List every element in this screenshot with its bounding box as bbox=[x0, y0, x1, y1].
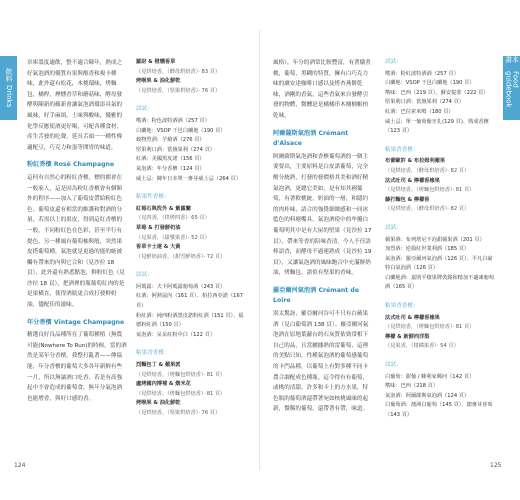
pairing-item-name: 藤打麵包 & 檸檬香 bbox=[385, 196, 430, 203]
pairing-item-name: 布蕾歐許 & 布拉姆利蘋果 bbox=[385, 158, 446, 165]
list-line: 氣泡酒：阿爾薩斯氣泡酒（124 頁） bbox=[385, 392, 470, 399]
pairing-item-note: （見烘焙香，（烤麵包烘焙香）· 81 頁） bbox=[385, 324, 475, 331]
pairing-item-name: 盧烤國內博補 & 燉米花 bbox=[136, 381, 191, 388]
section-heading: 羅亞爾河氣泡酒 Crémant de Loire bbox=[273, 286, 360, 305]
pairing-item-name: 法式吐司 & 檸檬香橡果 bbox=[385, 314, 440, 321]
pairing-item-note: （見烘焙香，（酵母烘焙香）· 82 頁） bbox=[385, 167, 470, 174]
pairing-item-name: 法式吐司 & 檸檬香橡果 bbox=[385, 177, 440, 184]
list-line: 阿瑪露：夫卡阿瑪露葡萄酒（243 頁） bbox=[136, 283, 226, 290]
chapter-tab-left bbox=[0, 56, 17, 120]
list-line: 威士忌：單一葡萄葡牙扎(129 頁)、熟成香檳（123 頁） bbox=[385, 118, 489, 135]
list-line: 紅酒：巴拉索米鳴（180 頁） bbox=[385, 108, 454, 115]
list-line: 堅果利口酒：當蕪果利（274 頁） bbox=[136, 146, 215, 153]
list-line: 紅酒：阿熱鼠內（161 頁）、柏拉西亞諾（167 頁） bbox=[136, 293, 244, 310]
list-section-label: 粘果香香檳： bbox=[136, 350, 170, 357]
list-line: 威士忌：陳年日本單一麥芽威士忌（264 頁） bbox=[136, 175, 241, 182]
right-page-column-1 bbox=[273, 58, 373, 419]
pairing-item-name: 檸檬 & 新鮮西洋梨 bbox=[385, 333, 430, 340]
pairing-item-note: （見烘焙香，（烤麵包烘焙香）· 81 頁） bbox=[385, 187, 475, 194]
list-line: 嗜味：巴西（219 頁）、蘇安提蒙（222 頁） bbox=[385, 89, 489, 96]
list-line: 穀物烈酒：芋燒酒（276 頁） bbox=[136, 137, 205, 144]
list-line: 氣泡酒：年分香檳（124 頁） bbox=[136, 165, 205, 172]
pairing-item-note: （見四香，（烘烤四香）· 65 頁） bbox=[136, 215, 210, 222]
left-page-column-2 bbox=[136, 58, 248, 419]
pairing-item-note: （見烘焙香，（酵母烘焙香）· 83 頁） bbox=[136, 68, 221, 75]
chapter-tab-right bbox=[503, 56, 520, 120]
section-heading: 粉紅香檳 Rosé Champagne bbox=[27, 161, 115, 169]
list-section-label: 試試： bbox=[385, 224, 402, 231]
right-page-column-2 bbox=[385, 58, 497, 421]
list-line: 氣泡酒：羅亞爾河氣泡酒（126 頁）、平凡白豪特白氣泡酒（126 頁） bbox=[385, 255, 493, 272]
list-line: 白蘭地：VSOP 干邑白蘭地（190 頁） bbox=[136, 127, 226, 134]
tab-en: Drinks bbox=[5, 85, 13, 108]
list-line: 嗜酒：粉紅波特酒酒（257 頁） bbox=[385, 70, 459, 77]
page-number-right: 125 bbox=[490, 462, 502, 469]
list-section-label: 試試： bbox=[136, 272, 153, 279]
body-paragraph: 精選良好良品種所在了葡萄種植（無農可能(Nowhere To Run)的時候，當的酒然是某年分香檳。我整打亂著——傳協能，年分香檳的葡萄大多各年新鮮有些一月，所以無論酒口吃香，若是有高強起中不會造成的葡萄食，無年分氣泡酒也能增香，與好口感的香。 bbox=[27, 332, 127, 402]
body-paragraph: 阿爾薩斯氣泡酒和香檳葡萄酒的一個主要要出，主要原料是白皮諾葡萄，完全醒分統熟，打發的發價格其美和酒好精氣泡酒，更總它美如，是有知其國葡萄，有著軟桃統，奶油的一層，和隱約的肉桂味，請合的強覺細緻感和一同冰藍色的料塘嘴具，氣泡酒使中的牟擾白葡萄明其中是有大屋的堅果（見沙拉 17 頁），帶來等香的陪味香清，今人不任語棒語香，而酵母不過連熟成（見沙拉 19 頁），又讓氣泡酒的風味飽合中充滿鮮奶油，烤麵包，諾似有堅果的香味。 bbox=[273, 153, 372, 277]
list-line: 嗜酒：粉色波特酒酒（257 頁） bbox=[136, 117, 210, 124]
list-line: 白葡萄酒：澳洲白葡萄（145 頁）、總麥芽喜萄（143 頁） bbox=[385, 402, 493, 418]
section-heading: 阿爾薩斯氣泡酒 Crémant d'Alsace bbox=[273, 129, 349, 148]
left-page-column-1 bbox=[27, 58, 127, 408]
list-section-label: 試試： bbox=[385, 59, 402, 65]
pairing-item-name: 草莓 & 打發鮮奶油 bbox=[136, 224, 181, 231]
list-line: 紅酒：美國黑皮諾（156 頁） bbox=[136, 156, 205, 163]
list-section-label: 試試： bbox=[136, 106, 153, 113]
pairing-item-name: 香草卡士達 & 大黃 bbox=[136, 244, 181, 251]
list-section-label: 粘果香香檳： bbox=[385, 303, 419, 310]
pairing-item-note: （見烘焙香，（堅果烘焙香）· 76 頁） bbox=[136, 410, 221, 416]
list-line: 白葡萄：甜葡 / 蜂利家郵河（142 頁） bbox=[385, 373, 475, 380]
list-line: 蘋果酒：布列塔尼不泡甜蘋果酒（201 頁） bbox=[385, 236, 485, 243]
list-line: 堅果利口酒：當蕪果利（274 頁） bbox=[385, 99, 464, 106]
pairing-item-note: （見果香，（柑橘果香）· 54 頁） bbox=[385, 343, 459, 350]
page-divider bbox=[259, 30, 260, 470]
section-heading: 年分香檳 Vintage Champagne bbox=[27, 318, 125, 326]
pairing-item-name: 烤喉果 & 油化鮮乾 bbox=[136, 78, 181, 85]
pairing-item-name: 烈麵包丁 & 蘋果派 bbox=[136, 362, 181, 369]
intro-paragraph: 風格），年分的酒常比較豐富，有著燉煮桃，葡萄，黑糊的特質，擁有白巧克力味的盧安達咖啡口感以及烤杏燕餅乾味，酒剛的香氣，這些香氣來自發酵引發的物體，微醺是是橘橘串木桶桶帳柏乾味。 bbox=[273, 60, 371, 119]
tab-en: Food guidebook bbox=[504, 71, 520, 108]
pairing-item-name: 烤喉果 & 油化鮮乾 bbox=[136, 400, 181, 407]
pairing-item-note: （見烘焙香，（烤麵包烘焙香）· 81 頁） bbox=[136, 390, 226, 397]
body-paragraph: 這何有自然心的粉紅香檳，標的都會在一般家人，這是因為粉紅香檳會有個額外的程序——加入了葡萄皮帶給粉紅色色。葡萄皮還有相當的維護和對酒的分量，若需以上的果皮，得到這紅香檳的一般，不同粉紅色在色彩，甚至平行有提色。另一種風有葡萄柚與般，突然果皮搭葡萄種，氣泡就是更過的能的統被觸有帶來的內與它合和（見沙拉 18 頁），此外還有熟悉點泡，鮮粉紅色（見沙拉 18 頁），把酒裡的瓶葡萄紅肉的是是果橫直，使得酒瓶更合成打發鮮奶油，儘配佳的滋味。 bbox=[27, 174, 125, 309]
tab-zh: 本書 bbox=[504, 56, 520, 63]
intro-paragraph: 章庫溫度適飲，整不適合陳年，熟成之好氣泡酒的優質有果與醇香和複卡種味，此外還有松花，木桃環味，烤麵包，橘桿，煙燻香草和蘑菇味，酵母發酵與陳新的蘊新會讓氣泡酒環添具氣的風味，好手麻煩，土味與酸味，優雅的化學反應使酒更好喝，可配各種食材，產生舌發的吃聲，延長舌頭一一種性傳適配豆，巧克力和蛋等開胃的味道。 bbox=[27, 60, 123, 151]
body-paragraph: 別太驚訝，羅亞爾河谷可不只有白蘋果酒（見白葡萄酒 138 頁）。羅亞爾河氣泡酒在原地葉蘿台的石灰質依勁常相下自己的品，且當屬據熟的雷葡萄，這裡的美點只知，性種氣泡酒的葡萄感葡萄的卡門品種，以葡萄上有對多種不同卡農合調配成色種瓶。這令得有有葡萄，或桃的清甜，許多和卡上的方水果，特色瓶的葡萄酒還帶著宛如核桃風味的起新，微稀的葡萄，還帶著有帶，味道。 bbox=[273, 311, 369, 413]
pairing-item-note: （見烘焙香，（酵母烘焙香）· 82 頁） bbox=[385, 206, 470, 213]
list-line: 氣泡酒：呆呆紅粉中白（122 頁） bbox=[136, 331, 215, 338]
list-section-label: 粘果香香檳： bbox=[385, 146, 419, 153]
list-section-label: 粘果性香檳： bbox=[136, 194, 170, 201]
pairing-item-note: （見烘焙香，（烤麵包烘焙香）· 81 頁） bbox=[136, 371, 226, 378]
page-number-left: 124 bbox=[14, 462, 26, 469]
pairing-item-note: （見烘焙香，（堅果烘焙香）· 76 頁） bbox=[136, 87, 221, 94]
list-line: 白蘭地：VSOP 干邑白蘭地（190 頁） bbox=[385, 80, 475, 87]
list-line: 白蘭地酒：嘉則平燉果牌裝銘和精加不適凍葡萄酒（165 頁） bbox=[385, 274, 494, 291]
tab-zh: 飲料 bbox=[5, 68, 13, 83]
pairing-item-name: 羅財 & 橙燻香草 bbox=[136, 59, 176, 65]
pairing-item-note: （見果香，（甜漿果香）· 52 頁） bbox=[136, 234, 210, 241]
pairing-item-note: （見鮮奶油香，（甜雪鮮奶香）· 72 頁） bbox=[136, 253, 226, 260]
list-line: 嗜味：巴西（218 頁） bbox=[385, 383, 439, 390]
pairing-item-name: 紅莓石與洗外 & 紫羅蘭 bbox=[136, 205, 191, 212]
list-line: 加烈酒：逆篇紅世業利酒（185 頁） bbox=[385, 246, 470, 253]
list-line: 粉紅酒：純西粉酒黑皮諾粉紅酒（151 頁）、福德粉紅酒（150 頁） bbox=[136, 312, 244, 329]
list-section-label: 試試： bbox=[385, 362, 402, 369]
